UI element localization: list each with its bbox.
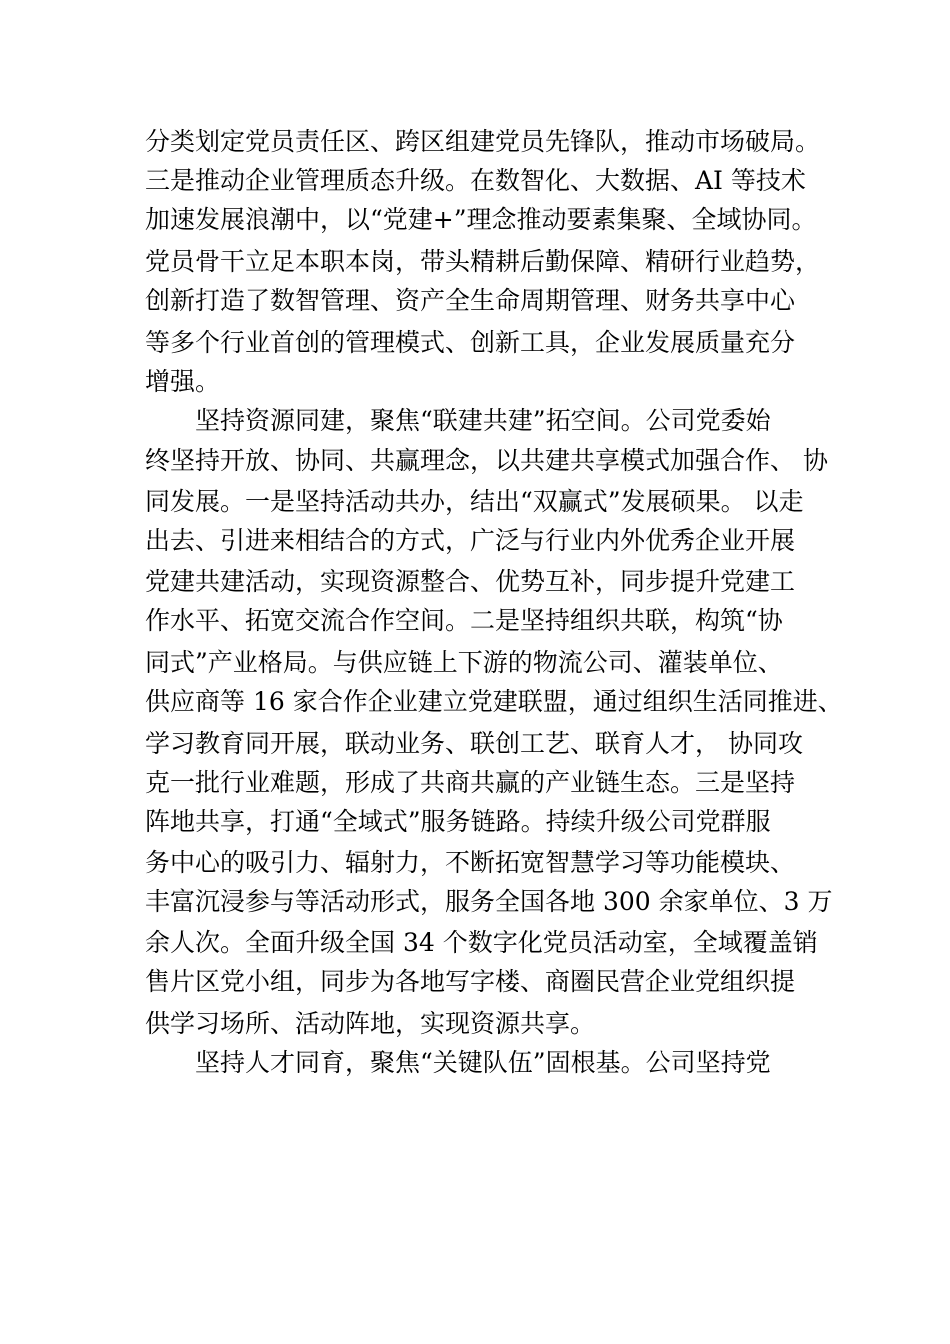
text-line: 分类划定党员责任区、跨区组建党员先锋队，推动市场破局。 — [145, 127, 821, 156]
text-line: 余人次。全面升级全国 34 个数字化党员活动室，全域覆盖销 — [145, 928, 818, 957]
text-line: 党建共建活动，实现资源整合、优势互补，同步提升党建工 — [145, 567, 796, 596]
text-line: 党员骨干立足本职本岗，带头精耕后勤保障、精研行业趋势， — [145, 247, 821, 276]
text-line: 同式”产业格局。与供应链上下游的物流公司、灌装单位、 — [145, 648, 783, 677]
text-line: 学习教育同开展，联动业务、联创工艺、联育人才， 协同攻 — [145, 729, 803, 758]
text-line: 三是推动企业管理质态升级。在数智化、大数据、AI 等技术 — [145, 166, 806, 195]
text-line: 售片区党小组，同步为各地写字楼、商圈民营企业党组织提 — [145, 967, 796, 996]
paragraph-start-line: 坚持资源同建，聚焦“联建共建”拓空间。公司党委始 — [195, 406, 771, 435]
text-line: 同发展。一是坚持活动共办，结出“双赢式”发展硕果。 以走 — [145, 487, 804, 516]
text-line: 丰富沉浸参与等活动形式，服务全国各地 300 余家单位、3 万 — [145, 887, 833, 916]
text-line: 终坚持开放、协同、共赢理念，以共建共享模式加强合作、 协 — [145, 446, 828, 475]
text-line: 增强。 — [145, 367, 221, 396]
text-line: 等多个行业首创的管理模式、创新工具，企业发展质量充分 — [145, 328, 796, 357]
text-line: 供应商等 16 家合作企业建立党建联盟，通过组织生活同推进、 — [145, 687, 843, 716]
paragraph-start-line: 坚持人才同育，聚焦“关键队伍”固根基。公司坚持党 — [195, 1048, 771, 1077]
text-line: 作水平、拓宽交流合作空间。二是坚持组织共联，构筑“协 — [145, 606, 783, 635]
text-line: 务中心的吸引力、辐射力，不断拓宽智慧学习等功能模块、 — [145, 848, 796, 877]
text-line: 克一批行业难题，形成了共商共赢的产业链生态。三是坚持 — [145, 768, 796, 797]
text-line: 加速发展浪潮中，以“党建+”理念推动要素集聚、全域协同。 — [145, 205, 817, 234]
text-line: 供学习场所、活动阵地，实现资源共享。 — [145, 1009, 596, 1038]
text-line: 创新打造了数智管理、资产全生命周期管理、财务共享中心 — [145, 286, 796, 315]
text-line: 阵地共享，打通“全域式”服务链路。持续升级公司党群服 — [145, 807, 771, 836]
text-line: 出去、引进来相结合的方式，广泛与行业内外优秀企业开展 — [145, 526, 796, 555]
